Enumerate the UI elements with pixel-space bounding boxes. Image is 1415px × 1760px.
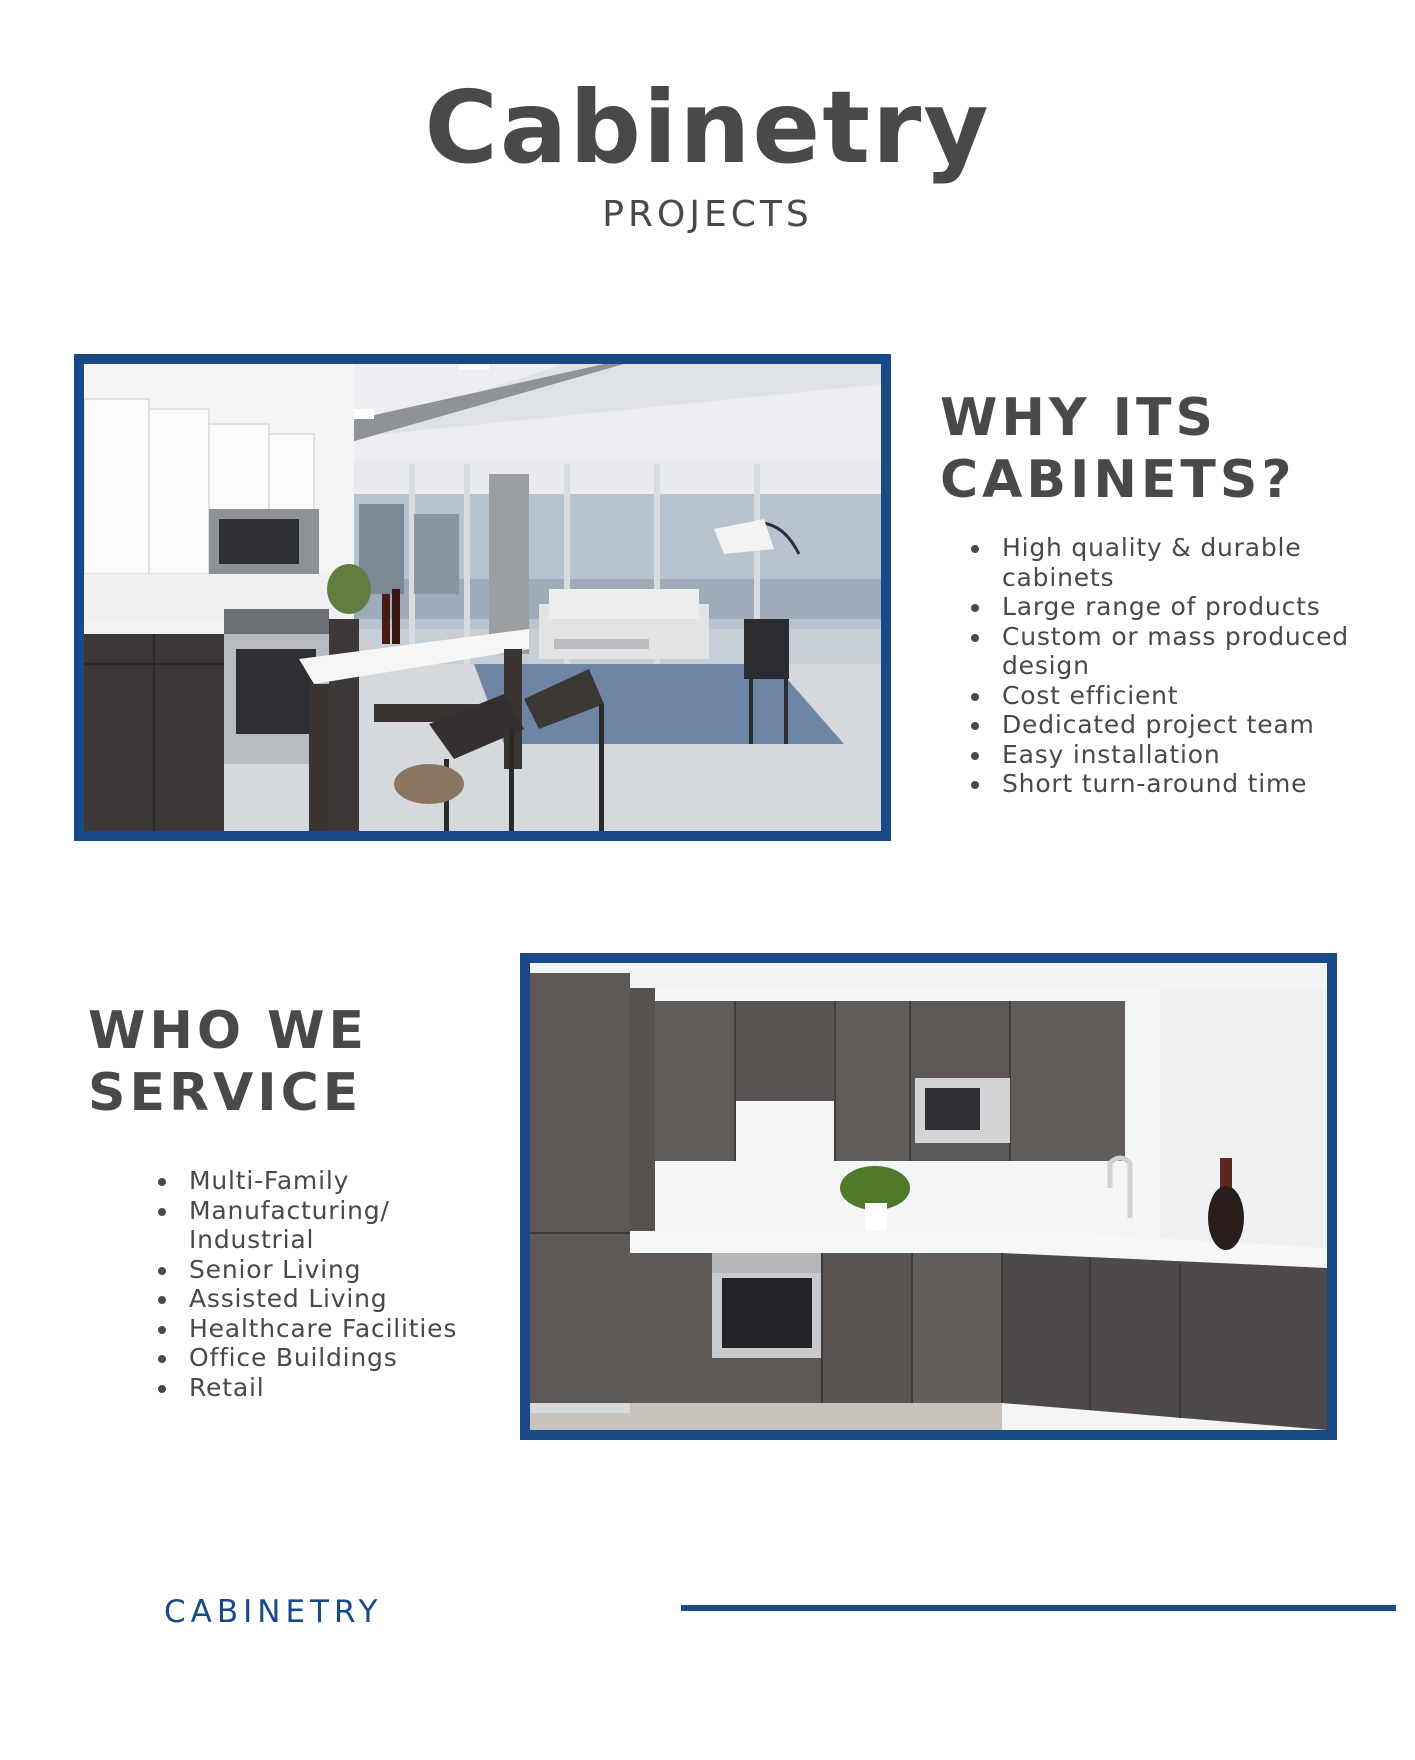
- why-heading-line-2: CABINETS?: [940, 450, 1296, 510]
- list-item: Easy installation: [971, 740, 1361, 770]
- who-we-service-heading: [88, 1000, 368, 1124]
- who-heading-line-1: WHO WE: [88, 1001, 369, 1061]
- who-we-service-list: [158, 1166, 488, 1402]
- why-heading-line-1: WHY ITS: [940, 388, 1217, 448]
- list-item: Senior Living: [158, 1255, 488, 1285]
- list-item: Cost efficient: [971, 681, 1361, 711]
- page-title: Cabinetry: [424, 69, 991, 186]
- why-its-cabinets-heading: [940, 387, 1296, 511]
- list-item: Dedicated project team: [971, 710, 1361, 740]
- grey-kitchen-image: [530, 963, 1327, 1430]
- list-item: Assisted Living: [158, 1284, 488, 1314]
- why-its-cabinets-list: [971, 533, 1361, 799]
- list-item: Custom or mass produced design: [971, 622, 1361, 681]
- list-item: Manufacturing/ Industrial: [158, 1196, 488, 1255]
- list-item: Healthcare Facilities: [158, 1314, 488, 1344]
- list-item: Retail: [158, 1373, 488, 1403]
- list-item: Short turn-around time: [971, 769, 1361, 799]
- list-item: Large range of products: [971, 592, 1361, 622]
- kitchen-living-room-image: [84, 364, 881, 831]
- list-item: Office Buildings: [158, 1343, 488, 1373]
- who-heading-line-2: SERVICE: [88, 1063, 363, 1123]
- list-item: Multi-Family: [158, 1166, 488, 1196]
- list-item: High quality & durable cabinets: [971, 533, 1361, 592]
- footer-divider: [681, 1605, 1396, 1611]
- kitchen-living-room-photo: [74, 354, 891, 841]
- footer-brand: CABINETRY: [164, 1594, 383, 1630]
- page-subtitle: PROJECTS: [602, 194, 813, 235]
- grey-kitchen-photo: [520, 953, 1337, 1440]
